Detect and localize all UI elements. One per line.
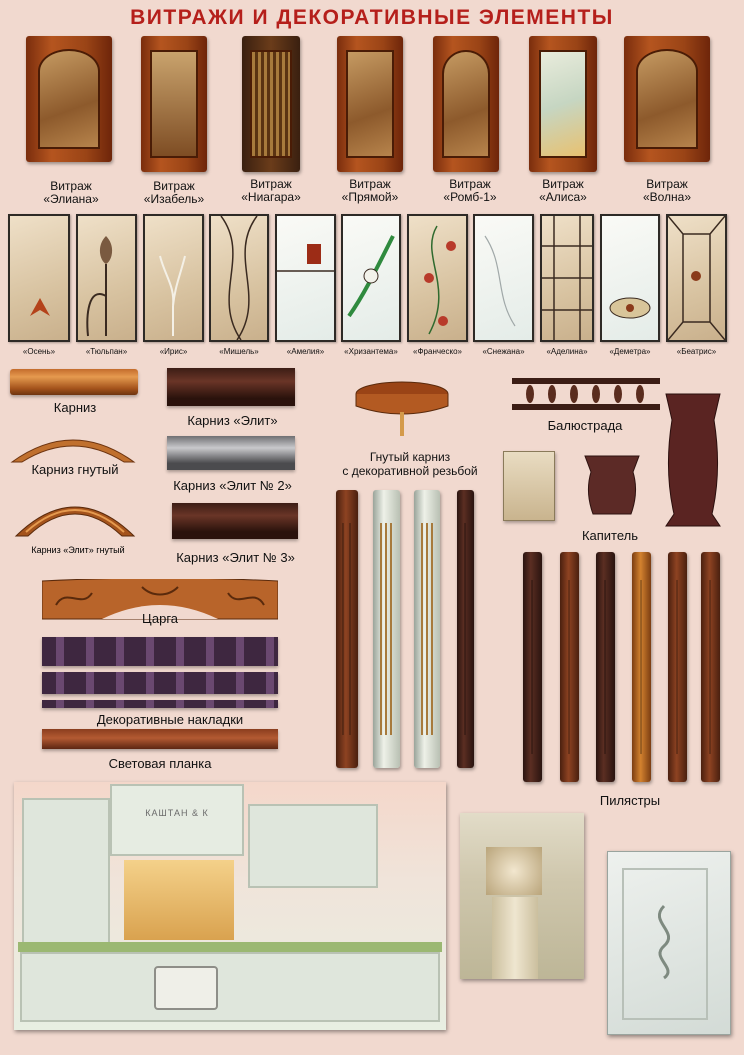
grid-icon	[542, 216, 592, 340]
panel-tyulpan	[76, 214, 137, 342]
panel-caption: «Ирис»	[159, 347, 188, 356]
gnutyi-reznoi-label: Гнутый карниз с декоративной резьбой	[342, 450, 478, 478]
scroll-ornament-icon	[644, 902, 684, 982]
iris-icon	[145, 216, 202, 340]
gnutyi-reznoi-image	[352, 378, 452, 440]
nakladka-2-image	[42, 672, 278, 694]
kapitel-tall-image	[662, 390, 724, 530]
panel-beatris	[666, 214, 727, 342]
door-detail-photo	[607, 851, 731, 1035]
wave-icon	[211, 216, 267, 340]
karniz-image	[10, 369, 138, 395]
planka-image	[42, 729, 278, 749]
tsarga-label: Царга	[141, 611, 179, 626]
stolb-2	[373, 490, 400, 768]
leaf-icon	[10, 216, 68, 340]
kapitel-label: Капитель	[581, 528, 639, 543]
kitchen-oven	[154, 966, 218, 1010]
nakladka-1-image	[42, 637, 278, 666]
kapitel-dark-image	[583, 452, 641, 518]
door-caption: Витраж «Ниагара»	[241, 177, 301, 204]
kitchen-wall-cabinet-left	[22, 798, 110, 948]
ornament-icon	[668, 216, 725, 340]
panel-ameliya	[275, 214, 336, 342]
orchid-icon	[475, 216, 532, 340]
panel-caption: «Тюльпан»	[85, 347, 128, 356]
door-caption: Витраж «Ромб-1»	[443, 177, 497, 204]
pilyastra-2	[560, 552, 579, 782]
square-icon	[277, 216, 334, 340]
balustrada-label: Балюстрада	[547, 418, 623, 433]
kitchen-niche	[124, 860, 234, 940]
karniz-elit-image	[167, 368, 295, 406]
panel-adelina	[540, 214, 594, 342]
karniz-elit2-image	[167, 436, 295, 470]
karniz-elit3-image	[172, 503, 298, 539]
chrysanthemum-icon	[343, 216, 399, 340]
kapitel-white-image	[503, 451, 555, 521]
panel-iris	[143, 214, 204, 342]
planka-label: Световая планка	[108, 756, 212, 771]
oval-icon	[602, 216, 658, 340]
panel-francheско	[407, 214, 468, 342]
capital-carving	[486, 847, 542, 895]
door-caption: Витраж «Элиана»	[43, 179, 99, 206]
nakladka-3-image	[42, 700, 278, 708]
panel-caption: «Мишель»	[219, 347, 259, 356]
door-caption: Витраж «Волна»	[642, 177, 692, 204]
tulip-icon	[78, 216, 135, 340]
stolb-3	[414, 490, 440, 768]
panel-demetra	[600, 214, 660, 342]
panel-caption: «Беатрис»	[676, 347, 717, 356]
panel-caption: «Деметра»	[609, 347, 651, 356]
pilyastra-3	[596, 552, 615, 782]
panel-caption: «Хризантема»	[344, 347, 398, 356]
door-pryamoi	[337, 36, 403, 172]
panel-osen	[8, 214, 70, 342]
panel-caption: «Осень»	[22, 347, 56, 356]
door-volna	[624, 36, 710, 162]
capital-detail-photo	[460, 813, 584, 979]
karniz-elit-gnutyi-image	[12, 484, 138, 540]
kitchen-sign: КАШТАН & К	[145, 808, 209, 818]
door-eliana	[26, 36, 112, 162]
capital-column	[492, 897, 538, 979]
door-caption: Витраж «Изабель»	[143, 179, 205, 206]
door-caption: Витраж «Алиса»	[539, 177, 587, 204]
karniz-elit-gnutyi-label: Карниз «Элит» гнутый	[31, 545, 125, 555]
panel-mishel	[209, 214, 269, 342]
pilyastry-label: Пилястры	[599, 793, 661, 808]
door-alisa	[529, 36, 597, 172]
karniz-gnutyi-image	[8, 424, 138, 464]
pilyastra-4	[632, 552, 651, 782]
panel-caption: «Амелия»	[286, 347, 325, 356]
pilyastra-1	[523, 552, 542, 782]
panel-caption: «Снежана»	[482, 347, 525, 356]
karniz-elit3-label: Карниз «Элит № 3»	[176, 550, 295, 565]
kitchen-photo	[14, 782, 446, 1030]
karniz-label: Карниз	[53, 400, 97, 415]
flower-icon	[409, 216, 466, 340]
stolb-4	[457, 490, 474, 768]
door-romb	[433, 36, 499, 172]
door-caption: Витраж «Прямой»	[341, 177, 399, 204]
balustrada-image	[512, 378, 660, 412]
panel-khrizantema	[341, 214, 401, 342]
panel-snezhana	[473, 214, 534, 342]
karniz-elit2-label: Карниз «Элит № 2»	[173, 478, 292, 493]
panel-caption: «Аделина»	[546, 347, 588, 356]
kitchen-wall-cabinet-right	[248, 804, 378, 888]
pilyastra-5	[668, 552, 687, 782]
stolb-1	[336, 490, 358, 768]
karniz-gnutyi-label: Карниз гнутый	[31, 462, 119, 477]
page-title: ВИТРАЖИ И ДЕКОРАТИВНЫЕ ЭЛЕМЕНТЫ	[130, 6, 614, 29]
nakladki-label: Декоративные накладки	[96, 712, 244, 727]
panel-caption: «Франческо»	[413, 347, 462, 356]
pilyastra-6	[701, 552, 720, 782]
karniz-elit-label: Карниз «Элит»	[187, 413, 278, 428]
kitchen-hood	[110, 784, 244, 856]
door-niagara	[242, 36, 300, 172]
door-izabel	[141, 36, 207, 172]
kitchen-countertop	[18, 942, 442, 952]
kitchen-base-cabinets	[20, 952, 440, 1022]
